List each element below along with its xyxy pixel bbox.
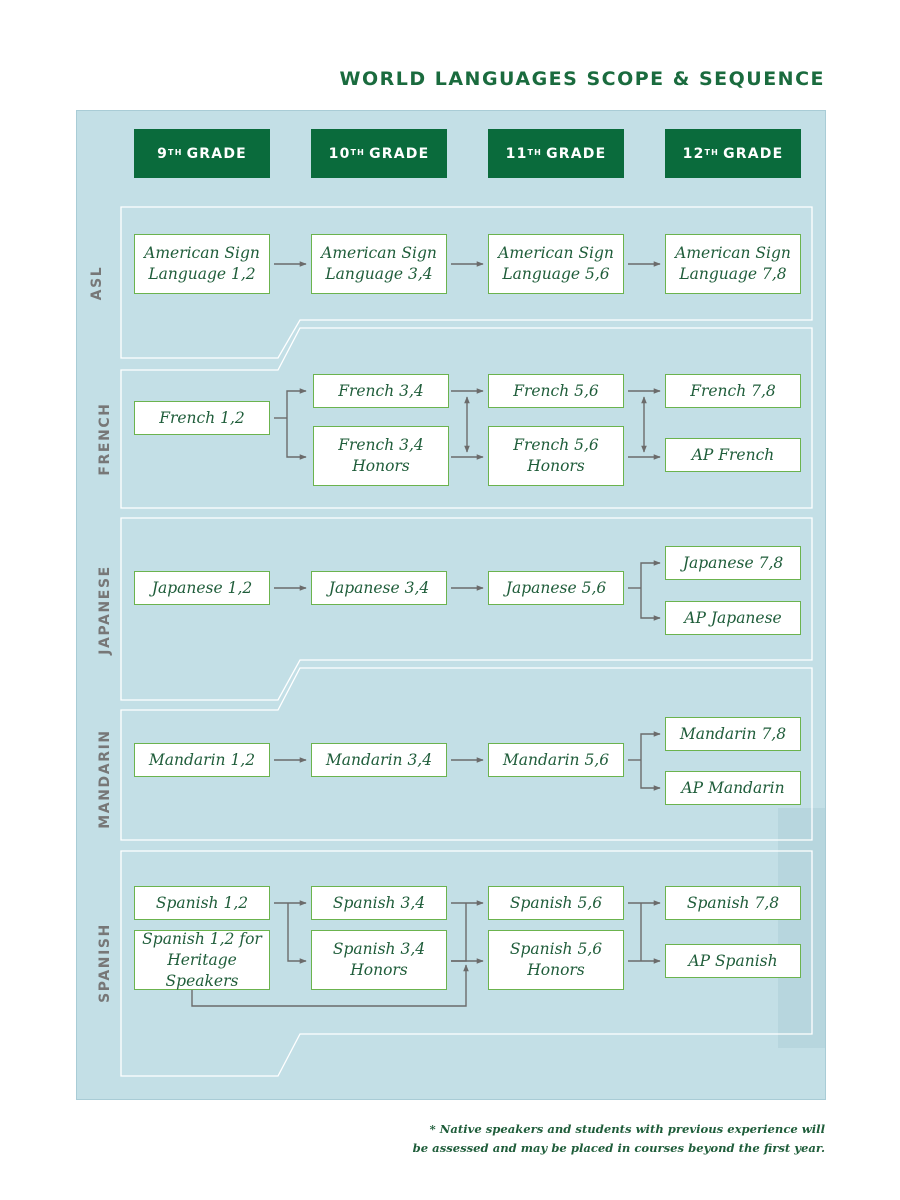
course-mandarin-3-4: Mandarin 3,4 (311, 743, 447, 777)
course-ap-japanese: AP Japanese (665, 601, 801, 635)
section-label-spanish: SPANISH (97, 923, 113, 1003)
course-spanish-5-6-honors: Spanish 5,6 Honors (488, 930, 624, 990)
course-mandarin-7-8: Mandarin 7,8 (665, 717, 801, 751)
japanese-branch-arrow-bottom (641, 588, 660, 618)
grade-header-12: 12 $^{TH}$ GRADE (665, 129, 801, 178)
grade-header-9: 9 $^{TH}$ GRADE (134, 129, 270, 178)
course-asl-5-6: American Sign Language 5,6 (488, 234, 624, 294)
page-title: WORLD LANGUAGES SCOPE & SEQUENCE (339, 68, 825, 90)
course-japanese-5-6: Japanese 5,6 (488, 571, 624, 605)
course-japanese-3-4: Japanese 3,4 (311, 571, 447, 605)
section-label-asl: ASL (89, 265, 105, 301)
footnote-line-1: * Native speakers and students with previous experience will (429, 1122, 825, 1136)
course-spanish-5-6: Spanish 5,6 (488, 886, 624, 920)
course-asl-1-2: American Sign Language 1,2 (134, 234, 270, 294)
japanese-branch-arrow-top (641, 563, 660, 588)
course-asl-3-4: American Sign Language 3,4 (311, 234, 447, 294)
course-french-3-4: French 3,4 (313, 374, 449, 408)
course-ap-mandarin: AP Mandarin (665, 771, 801, 805)
course-ap-spanish: AP Spanish (665, 944, 801, 978)
section-label-japanese: JAPANESE (97, 565, 113, 655)
french-branch-arrow-top (287, 391, 306, 418)
course-spanish-3-4-honors: Spanish 3,4 Honors (311, 930, 447, 990)
course-asl-7-8: American Sign Language 7,8 (665, 234, 801, 294)
grade-header-10: 10 $^{TH}$ GRADE (311, 129, 447, 178)
course-french-5-6: French 5,6 (488, 374, 624, 408)
mandarin-branch-arrow-top (641, 734, 660, 760)
course-spanish-1-2: Spanish 1,2 (134, 886, 270, 920)
course-mandarin-5-6: Mandarin 5,6 (488, 743, 624, 777)
course-spanish-1-2-heritage: Spanish 1,2 for Heritage Speakers (134, 930, 270, 990)
spanish-arrow-34h-56 (451, 903, 466, 961)
section-label-french: FRENCH (97, 402, 113, 476)
course-french-3-4-honors: French 3,4 Honors (313, 426, 449, 486)
french-branch-arrow-bottom (287, 418, 306, 457)
grade-header-11: 11 $^{TH}$ GRADE (488, 129, 624, 178)
course-japanese-7-8: Japanese 7,8 (665, 546, 801, 580)
course-spanish-3-4: Spanish 3,4 (311, 886, 447, 920)
footnote (413, 1120, 825, 1158)
course-french-7-8: French 7,8 (665, 374, 801, 408)
course-ap-french: AP French (665, 438, 801, 472)
footnote-line-2: be assessed and may be placed in courses beyond the first year. (412, 1141, 825, 1155)
course-french-5-6-honors: French 5,6 Honors (488, 426, 624, 486)
course-spanish-7-8: Spanish 7,8 (665, 886, 801, 920)
course-mandarin-1-2: Mandarin 1,2 (134, 743, 270, 777)
section-label-mandarin: MANDARIN (97, 729, 113, 829)
course-japanese-1-2: Japanese 1,2 (134, 571, 270, 605)
mandarin-branch-arrow-bottom (641, 760, 660, 788)
spanish-arrow-12-34h (288, 903, 306, 961)
course-french-1-2: French 1,2 (134, 401, 270, 435)
